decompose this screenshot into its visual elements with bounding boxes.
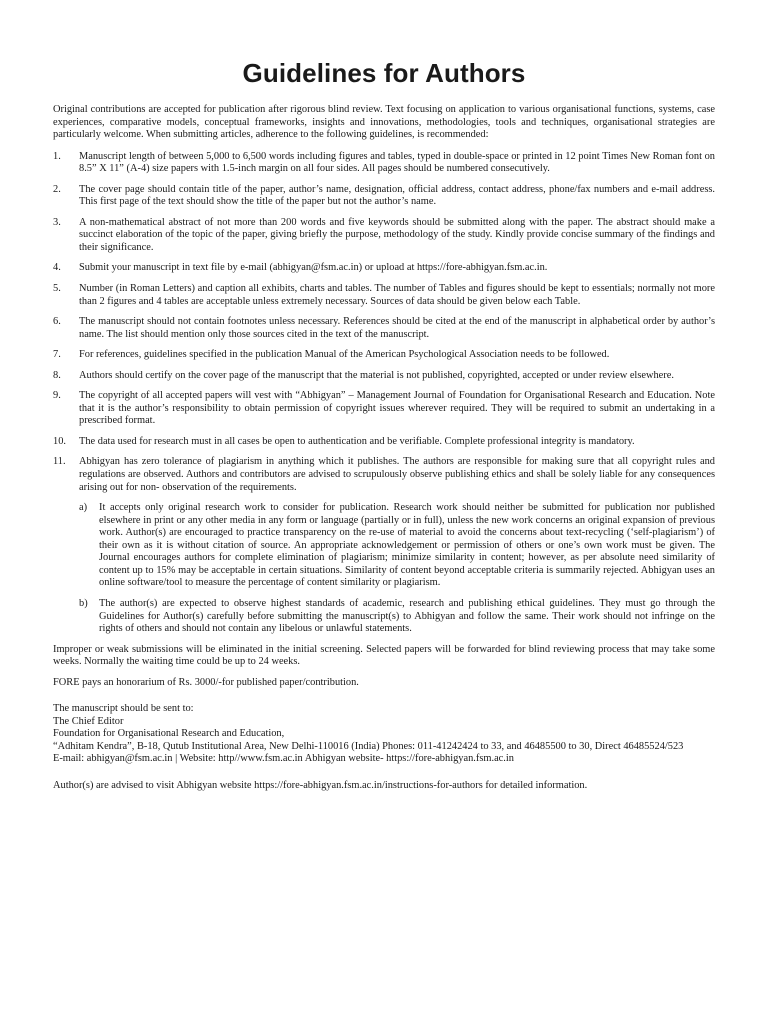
- guideline-number: 4.: [53, 262, 61, 274]
- guideline-item: [53, 283, 715, 308]
- sub-item: [79, 598, 715, 636]
- guideline-item: [53, 436, 715, 449]
- plagiarism-sublist: [79, 502, 715, 635]
- screening-paragraph: Improper or weak submissions will be eliminated in the initial screening. Selected papers will be forwarded for blind reviewing process that may take some weeks. Normally the waiting time could be up to 24 weeks.: [53, 643, 715, 668]
- guideline-text: For references, guidelines specified in the publication Manual of the American Psychological Association needs to be followed.: [79, 349, 610, 361]
- sub-item-text: The author(s) are expected to observe highest standards of academic, research and publishing ethical guidelines. They must go through the Guidelines for Author(s) carefully before submitting the manuscript(s) to Abhigyan and follow the same. Their work should not infringe on the rights of others and should not contain any libelous or unlawful statements.: [99, 597, 715, 635]
- guideline-text: The copyright of all accepted papers will vest with “Abhigyan” – Management Journal of Foundation for Organisational Research and Education. Note that it is the author’s responsibility to obtain permission of copyright issues wherever required. They will be required to submit an undertaking in a prescribed format.: [79, 390, 715, 427]
- guideline-number: 1.: [53, 150, 61, 162]
- guideline-item: [53, 316, 715, 341]
- sub-item-label: b): [79, 597, 88, 609]
- guideline-number: 8.: [53, 369, 61, 381]
- guideline-number: 6.: [53, 316, 61, 328]
- guideline-text: Authors should certify on the cover page of the manuscript that the material is not published, copyrighted, accepted or under review elsewhere.: [79, 369, 674, 381]
- address-recipient: The Chief Editor: [53, 715, 124, 727]
- intro-paragraph: Original contributions are accepted for publication after rigorous blind review. Text focusing on application to various organisational functions, systems, case experiences, comparative models, conceptual frameworks, insights and innovations, methodologies, tools and techniques, organisational strategies are particularly welcome. When submitting articles, adherence to the following guidelines, is recommended:: [53, 104, 715, 141]
- guideline-text: The data used for research must in all cases be open to authentication and be verifiable. Complete professional integrity is mandatory.: [79, 435, 635, 447]
- guideline-item: [53, 456, 715, 635]
- honorarium-paragraph: FORE pays an honorarium of Rs. 3000/-for published paper/contribution.: [53, 676, 359, 688]
- guidelines-body: [53, 104, 715, 803]
- address-contact: E-mail: abhigyan@fsm.ac.in | Website: http//www.fsm.ac.in Abhigyan website- https://fore-abhigyan.fsm.ac.in: [53, 753, 514, 765]
- address-block: [53, 703, 715, 766]
- guidelines-list: [53, 151, 715, 636]
- guideline-item: [53, 217, 715, 255]
- guideline-text: The manuscript should not contain footnotes unless necessary. References should be cited at the end of the manuscript in alphabetical order by author’s name. The list should mention only those sources cited in the text of the manuscript.: [79, 316, 715, 340]
- guideline-number: 9.: [53, 390, 61, 402]
- address-intro: The manuscript should be sent to:: [53, 703, 194, 715]
- guideline-number: 7.: [53, 349, 61, 361]
- guideline-text: Abhigyan has zero tolerance of plagiarism in anything which it publishes. The authors are responsible for making sure that all copyright rules and regulations are observed. Authors and contributors are advised to scrupulously observe publishing ethics and shall be solely liable for any consequences arising out for non- observation of the requirements.: [79, 456, 715, 493]
- guideline-text: Submit your manuscript in text file by e-mail (abhigyan@fsm.ac.in) or upload at https://fore-abhigyan.fsm.ac.in.: [79, 262, 548, 274]
- guideline-text: Number (in Roman Letters) and caption all exhibits, charts and tables. The number of Tables and figures should be kept to essentials; normally not more than 2 figures and 4 tables are acceptable unless extremely necessary. Sources of data should be given below each Table.: [79, 283, 715, 307]
- guideline-number: 10.: [53, 435, 66, 447]
- sub-item-text: It accepts only original research work to consider for publication. Research work should neither be submitted for publication nor published elsewhere in print or any other media in any form or language (partially or in full), unless the new work concerns an original expansion of previous work. Author(s) are encouraged to practice transparency on the re-use of material to avoid the concerns about text-recycling (‘self-plagiarism’) of their own as it is without citation of source. An appropriate acknowledgement or permission of others or one’s own work must be given. The Journal encourages authors for complete elimination of plagiarism; minimize similarity in content; however, as per absolute need similarity of content up to 15% may be acceptable in certain situations. Similarity of content beyond acceptable criteria is summarily rejected. Abhigyan uses an online software/tool to measure the percentage of content similarity or plagiarism.: [99, 502, 715, 589]
- sub-item: [79, 502, 715, 590]
- guideline-item: [53, 390, 715, 428]
- guideline-item: [53, 370, 715, 383]
- guideline-number: 11.: [53, 456, 66, 468]
- guideline-text: A non-mathematical abstract of not more than 200 words and five keywords should be submitted along with the paper. The abstract should make a succinct elaboration of the topic of the paper, giving briefly the purpose, methodology of the study. Kindly provide concise summary of the findings and their significance.: [79, 216, 715, 253]
- address-street: “Adhitam Kendra”, B-18, Qutub Institutional Area, New Delhi-110016 (India) Phones: 011-41242424 to 33, and 46485500 to 30, Direct 46485524/523: [53, 740, 684, 752]
- guideline-text: The cover page should contain title of the paper, author’s name, designation, official address, contact address, phone/fax numbers and e-mail address. This first page of the text should show the title of the paper but not the author’s name.: [79, 183, 715, 208]
- page-title: Guidelines for Authors: [242, 58, 526, 88]
- guideline-text: Manuscript length of between 5,000 to 6,500 words including figures and tables, typed in double-space or printed in 12 point Times New Roman font on 8.5” X 11” (A-4) size papers with 1.5-inch margin on all four sides. All pages should be numbered consecutively.: [79, 150, 715, 175]
- guideline-number: 5.: [53, 283, 61, 295]
- guideline-item: [53, 262, 715, 275]
- sub-item-label: a): [79, 502, 88, 514]
- guideline-number: 3.: [53, 216, 61, 228]
- guideline-item: [53, 151, 715, 176]
- advice-paragraph: Author(s) are advised to visit Abhigyan website https://fore-abhigyan.fsm.ac.in/instructions-for-authors for detailed information.: [53, 779, 588, 791]
- guideline-item: [53, 349, 715, 362]
- guideline-number: 2.: [53, 183, 61, 195]
- address-organisation: Foundation for Organisational Research and Education,: [53, 728, 285, 740]
- guideline-item: [53, 184, 715, 209]
